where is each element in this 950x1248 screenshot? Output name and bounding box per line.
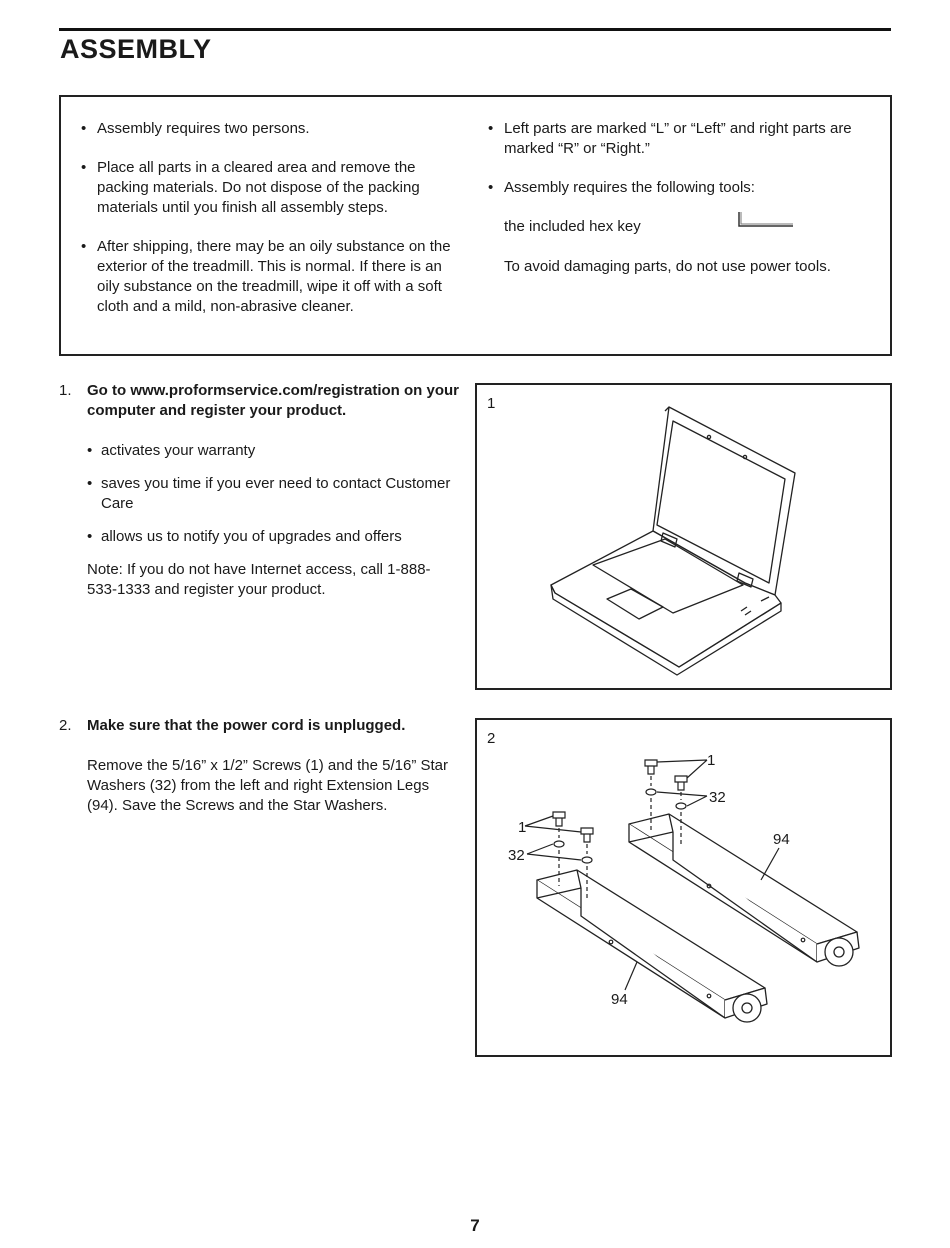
figure-label: 1: [487, 395, 496, 412]
intro-bullet: [81, 237, 461, 317]
intro-bullet-text: Assembly requires two persons.: [97, 120, 310, 137]
page-title: ASSEMBLY: [60, 34, 212, 64]
bullet-dot: •: [87, 475, 93, 492]
intro-bullet-text: Left parts are marked “L” or “Left” and right parts are marked “R” or “Right.”: [504, 120, 852, 157]
callout-screw: 1: [518, 819, 527, 836]
bullet-dot: •: [488, 120, 494, 137]
step-number: 2.: [59, 717, 72, 734]
intro-bullet-text: After shipping, there may be an oily substance on the exterior of the treadmill. This is normal. If there is an oily substance on the treadmill, wipe it off with a soft cloth and a mild, non-abrasive cleaner.: [97, 238, 451, 315]
step-heading: Go to www.proformservice.com/registration on your computer and register your product.: [87, 382, 460, 419]
intro-left-column: [81, 119, 461, 336]
step-number: 1.: [59, 382, 72, 399]
bullet-dot: •: [488, 179, 494, 196]
hex-key-icon: [736, 210, 796, 230]
intro-bullet: [488, 119, 883, 159]
intro-bullet: [488, 178, 883, 198]
intro-bullet: [81, 158, 461, 218]
step-bullet-text: allows us to notify you of upgrades and offers: [101, 528, 402, 545]
figure-2: [475, 718, 892, 1057]
laptop-illustration: [477, 385, 890, 688]
figure-label: 2: [487, 730, 496, 747]
step-heading: Make sure that the power cord is unplugged.: [87, 717, 406, 734]
step-note: Note: If you do not have Internet access, call 1-888-533-1333 and register your product.: [87, 561, 431, 598]
bullet-dot: •: [81, 120, 87, 137]
intro-box: [59, 95, 892, 356]
step-body-text: Remove the 5/16” x 1/2” Screws (1) and the 5/16” Star Washers (32) from the left and right Extension Legs (94). Save the Screws and the Star Washers.: [87, 757, 449, 814]
step-bullet-text: saves you time if you ever need to contact Customer Care: [101, 475, 451, 512]
step-1: [59, 381, 459, 600]
bullet-dot: •: [87, 442, 93, 459]
callout-screw: 1: [707, 752, 716, 769]
bullet-dot: •: [81, 159, 87, 176]
step-bullet: [87, 527, 459, 547]
intro-bullet-text: Assembly requires the following tools:: [504, 179, 755, 196]
step-bullet-text: activates your warranty: [101, 442, 256, 459]
callout-leg: 94: [773, 831, 790, 848]
step-bullet: [87, 441, 459, 461]
page-number: 7: [470, 1216, 480, 1235]
tool-text: the included hex key: [504, 218, 641, 235]
step-2: [59, 716, 459, 816]
extension-legs-illustration: [477, 720, 890, 1055]
callout-washer: 32: [709, 789, 726, 806]
header-rule: [59, 28, 891, 31]
intro-right-column: [488, 119, 883, 297]
callout-leg: 94: [611, 991, 628, 1008]
intro-bullet: [81, 119, 461, 139]
intro-bullet-text: Place all parts in a cleared area and remove the packing materials. Do not dispose of the packing materials until you finish all assembly steps.: [97, 159, 420, 216]
figure-1: [475, 383, 892, 690]
power-tools-note: To avoid damaging parts, do not use power tools.: [504, 258, 831, 275]
bullet-dot: •: [87, 528, 93, 545]
step-bullet: [87, 474, 459, 514]
callout-washer: 32: [508, 847, 525, 864]
tool-row: [504, 217, 883, 237]
bullet-dot: •: [81, 238, 87, 255]
